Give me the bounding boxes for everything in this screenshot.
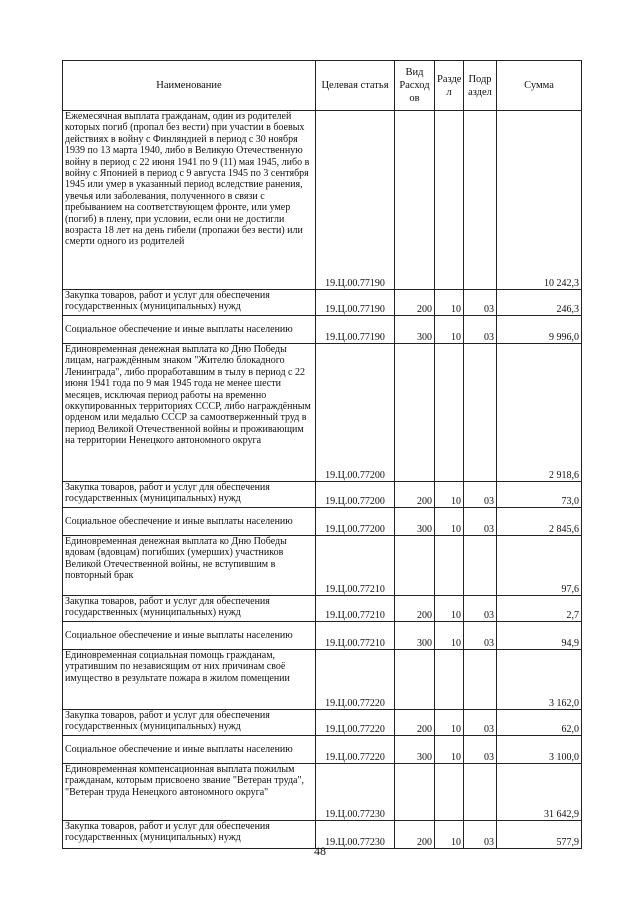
row-razdel: [435, 536, 464, 596]
row-razdel: 10: [435, 710, 464, 736]
table-row: [63, 710, 582, 736]
budget-table: [62, 60, 582, 849]
table-row: [63, 290, 582, 316]
table-header-row: [63, 61, 582, 111]
row-name: Социальное обеспечение и иные выплаты населению: [63, 508, 316, 536]
row-vid: 300: [395, 508, 435, 536]
row-name: Единовременная денежная выплата ко Дню Победы вдовам (вдовцам) погибших (умерших) участников Великой Отечественной войны, не вступившим в повторный брак: [63, 536, 316, 596]
row-podrazdel: 03: [464, 596, 497, 622]
row-vid: [395, 536, 435, 596]
row-sum: 31 642,9: [497, 764, 582, 821]
row-podrazdel: [464, 536, 497, 596]
row-sum: 2 918,6: [497, 344, 582, 482]
header-name: Наименование: [63, 61, 316, 111]
row-sum: 577,9: [497, 821, 582, 849]
row-sum: 3 162,0: [497, 650, 582, 710]
row-name: Закупка товаров, работ и услуг для обеспечения государственных (муниципальных) нужд: [63, 821, 316, 849]
header-razdel: Разде л: [435, 61, 464, 111]
table-row: [63, 508, 582, 536]
row-razdel: 10: [435, 482, 464, 508]
row-podrazdel: 03: [464, 316, 497, 344]
row-vid: [395, 111, 435, 290]
row-name: Единовременная социальная помощь гражданам, утратившим по независящим от них причинам своё имущество в результате пожара в жилом помещении: [63, 650, 316, 710]
row-vid: 200: [395, 482, 435, 508]
row-sum: 97,6: [497, 536, 582, 596]
row-target: 19.Ц.00.77230: [316, 821, 395, 849]
row-target: 19.Ц.00.77220: [316, 650, 395, 710]
table-row: [63, 622, 582, 650]
row-name: Закупка товаров, работ и услуг для обеспечения государственных (муниципальных) нужд: [63, 710, 316, 736]
header-podrazdel: Подр аздел: [464, 61, 497, 111]
page-number: 48: [314, 844, 326, 858]
row-sum: 3 100,0: [497, 736, 582, 764]
row-sum: 246,3: [497, 290, 582, 316]
row-razdel: [435, 764, 464, 821]
row-vid: 200: [395, 596, 435, 622]
row-podrazdel: 03: [464, 710, 497, 736]
row-vid: 300: [395, 316, 435, 344]
row-razdel: [435, 344, 464, 482]
row-sum: 73,0: [497, 482, 582, 508]
table-row: [63, 482, 582, 508]
table-body: [63, 111, 582, 849]
row-vid: [395, 344, 435, 482]
row-podrazdel: 03: [464, 508, 497, 536]
table-row: [63, 344, 582, 482]
table-row: [63, 316, 582, 344]
row-name: Социальное обеспечение и иные выплаты населению: [63, 316, 316, 344]
row-name: Закупка товаров, работ и услуг для обеспечения государственных (муниципальных) нужд: [63, 482, 316, 508]
row-podrazdel: [464, 344, 497, 482]
row-razdel: 10: [435, 736, 464, 764]
row-target: 19.Ц.00.77220: [316, 736, 395, 764]
row-sum: 94,9: [497, 622, 582, 650]
header-target: Целевая статья: [316, 61, 395, 111]
row-target: 19.Ц.00.77210: [316, 622, 395, 650]
row-target: 19.Ц.00.77200: [316, 508, 395, 536]
row-vid: 300: [395, 736, 435, 764]
row-name: Единовременная компенсационная выплата пожилым гражданам, которым присвоено звание "Ветеран труда", "Ветеран труда Ненецкого автономного округа": [63, 764, 316, 821]
row-razdel: 10: [435, 290, 464, 316]
row-podrazdel: [464, 764, 497, 821]
row-podrazdel: [464, 650, 497, 710]
row-target: 19.Ц.00.77210: [316, 596, 395, 622]
table-row: [63, 111, 582, 290]
row-target: 19.Ц.00.77190: [316, 111, 395, 290]
row-razdel: 10: [435, 821, 464, 849]
row-name: Социальное обеспечение и иные выплаты населению: [63, 622, 316, 650]
row-name: Закупка товаров, работ и услуг для обеспечения государственных (муниципальных) нужд: [63, 290, 316, 316]
row-sum: 9 996,0: [497, 316, 582, 344]
table-row: [63, 764, 582, 821]
header-vid: Вид Расход ов: [395, 61, 435, 111]
row-podrazdel: 03: [464, 736, 497, 764]
row-target: 19.Ц.00.77210: [316, 536, 395, 596]
row-razdel: 10: [435, 508, 464, 536]
row-target: 19.Ц.00.77230: [316, 764, 395, 821]
table-row: [63, 650, 582, 710]
row-target: 19.Ц.00.77200: [316, 344, 395, 482]
row-vid: [395, 764, 435, 821]
row-sum: 10 242,3: [497, 111, 582, 290]
table-row: [63, 536, 582, 596]
row-vid: 200: [395, 710, 435, 736]
row-sum: 62,0: [497, 710, 582, 736]
row-vid: 200: [395, 821, 435, 849]
row-vid: [395, 650, 435, 710]
row-sum: 2,7: [497, 596, 582, 622]
row-target: 19.Ц.00.77190: [316, 290, 395, 316]
row-razdel: 10: [435, 622, 464, 650]
row-podrazdel: 03: [464, 622, 497, 650]
row-podrazdel: 03: [464, 482, 497, 508]
row-name: Закупка товаров, работ и услуг для обеспечения государственных (муниципальных) нужд: [63, 596, 316, 622]
table-row: [63, 736, 582, 764]
row-target: 19.Ц.00.77190: [316, 316, 395, 344]
row-podrazdel: 03: [464, 821, 497, 849]
row-podrazdel: [464, 111, 497, 290]
row-razdel: 10: [435, 596, 464, 622]
row-vid: 200: [395, 290, 435, 316]
row-name: Ежемесячная выплата гражданам, один из родителей которых погиб (пропал без вести) при участии в боевых действиях в войну с Финляндией в период с 30 ноября 1939 по 13 марта 1940, либо в Великую Отечественную войну в период с 22 июня 1941 по 9 (11) мая 1945, либо в войну с Японией в период с 9 августа 1945 по 3 сентября 1945 или умер в указанный период вследствие ранения, увечья или заболевания, полученного в связи с пребыванием на соответствующем фронте, или умер (погиб) в плену, при условии, если они не достигли возраста 18 лет на день гибели (пропажи без вести) или смерти одного из родителей: [63, 111, 316, 290]
header-summa: Сумма: [497, 61, 582, 111]
row-sum: 2 845,6: [497, 508, 582, 536]
table-row: [63, 596, 582, 622]
row-razdel: 10: [435, 316, 464, 344]
row-name: Социальное обеспечение и иные выплаты населению: [63, 736, 316, 764]
row-name: Единовременная денежная выплата ко Дню Победы лицам, награждённым знаком "Жителю блокадного Ленинграда", либо проработавшим в тылу в период с 22 июня 1941 года по 9 мая 1945 года не менее шести месяцев, исключая период работы на временно оккупированных территориях СССР, либо награждённым орденом или медалью СССР за самоотверженный труд в период Великой Отечественной войны и проживающим на территории Ненецкого автономного округа: [63, 344, 316, 482]
row-podrazdel: 03: [464, 290, 497, 316]
row-target: 19.Ц.00.77220: [316, 710, 395, 736]
row-vid: 300: [395, 622, 435, 650]
row-razdel: [435, 650, 464, 710]
row-target: 19.Ц.00.77200: [316, 482, 395, 508]
row-razdel: [435, 111, 464, 290]
